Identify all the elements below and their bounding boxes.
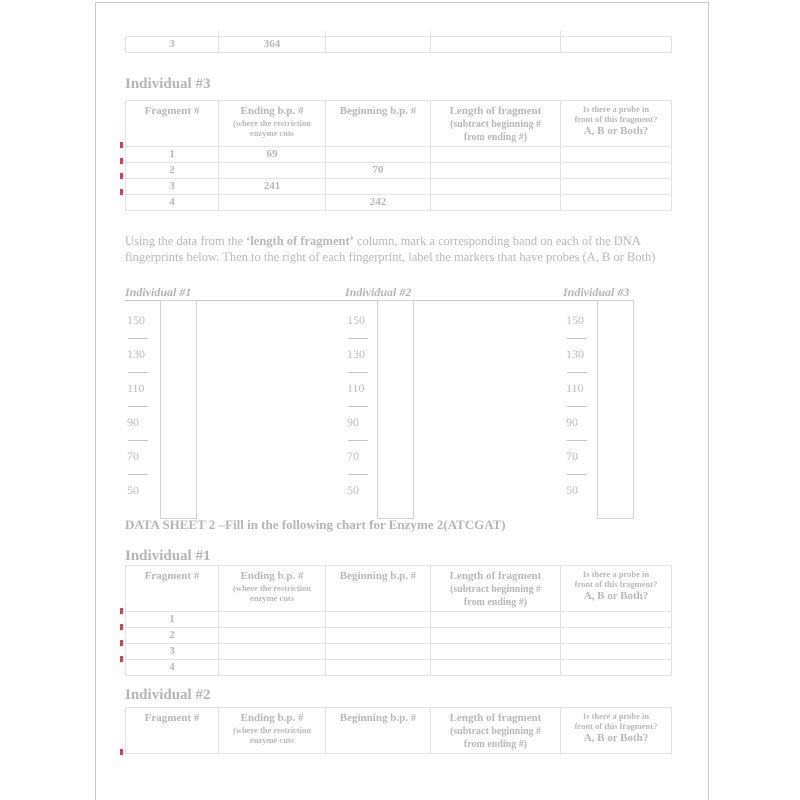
- section-heading-individual-2: Individual #2: [125, 687, 211, 703]
- revision-mark: [120, 608, 123, 614]
- partial-table: [125, 36, 672, 53]
- scale-tick-label: 50: [347, 483, 359, 497]
- table-row: [126, 195, 672, 211]
- scale-tick-label: 150: [566, 313, 584, 327]
- table-row: [126, 628, 672, 644]
- table-cell[interactable]: [561, 195, 672, 211]
- gel-lane-individual-2[interactable]: [377, 300, 414, 519]
- table-cell[interactable]: 242: [326, 195, 431, 211]
- scale-tick-mark: [567, 372, 587, 373]
- revision-mark: [120, 640, 123, 646]
- table-cell[interactable]: [561, 628, 672, 644]
- lane-label-individual-2: Individual #2: [345, 285, 412, 299]
- table-cell[interactable]: [561, 147, 672, 163]
- table-cell[interactable]: 3: [126, 37, 219, 53]
- scale-tick-label: 130: [347, 347, 365, 361]
- table-cell[interactable]: 4: [126, 195, 219, 211]
- table-cell[interactable]: [561, 163, 672, 179]
- column-header-fragment: Fragment #: [126, 708, 219, 754]
- table-cell[interactable]: [326, 179, 431, 195]
- table-cell[interactable]: [431, 195, 561, 211]
- table-cell[interactable]: [219, 628, 326, 644]
- table-cell[interactable]: 3: [126, 644, 219, 660]
- table-cell[interactable]: [561, 37, 672, 53]
- table-cell[interactable]: [326, 37, 431, 53]
- column-header-fragment: Fragment #: [126, 101, 219, 147]
- column-header-beginning: Beginning b.p. #: [326, 566, 431, 612]
- table-cell[interactable]: [219, 195, 326, 211]
- table-cell[interactable]: 241: [219, 179, 326, 195]
- ds2-individual-1-table: [125, 565, 672, 676]
- scale-tick-label: 70: [347, 449, 359, 463]
- datasheet-2-heading: DATA SHEET 2 –Fill in the following chart for Enzyme 2(ATCGAT): [125, 517, 506, 532]
- scale-tick-mark: [128, 406, 148, 407]
- revision-mark: [120, 189, 123, 195]
- table-cell[interactable]: [561, 179, 672, 195]
- table-row: [126, 612, 672, 628]
- section-heading-individual-1: Individual #1: [125, 548, 211, 564]
- table-cell[interactable]: [431, 612, 561, 628]
- scale-tick-label: 90: [347, 415, 359, 429]
- scale-tick-label: 110: [127, 381, 145, 395]
- gel-lane-individual-1[interactable]: [160, 300, 197, 519]
- scale-tick-label: 90: [127, 415, 139, 429]
- revision-mark: [120, 158, 123, 164]
- table-header-row: [126, 101, 672, 147]
- column-header-probe: Is there a probe in front of this fragment? A, B or Both?: [561, 566, 672, 612]
- column-header-length: Length of fragment (subtract beginning # from ending #): [431, 566, 561, 612]
- lane-label-individual-1: Individual #1: [125, 285, 192, 299]
- table-cell[interactable]: 3: [126, 179, 219, 195]
- table-cell[interactable]: [219, 163, 326, 179]
- table-cell[interactable]: 4: [126, 660, 219, 676]
- table-cell[interactable]: 2: [126, 628, 219, 644]
- scale-tick-mark: [567, 338, 587, 339]
- scale-tick-mark: [128, 372, 148, 373]
- instructions-text: column, mark a corresponding band on each of the DNA fingerprints below. Then to the right of each fingerprint, label the markers that have probes (A, B or Both): [125, 234, 656, 264]
- table-cell[interactable]: [431, 628, 561, 644]
- scale-tick-mark: [348, 338, 368, 339]
- table-cell[interactable]: [219, 612, 326, 628]
- scale-tick-label: 130: [127, 347, 145, 361]
- table-row: [126, 147, 672, 163]
- table-cell[interactable]: [326, 612, 431, 628]
- table-cell[interactable]: [219, 660, 326, 676]
- scale-tick-label: 150: [347, 313, 365, 327]
- scale-tick-mark: [348, 440, 368, 441]
- table-cell[interactable]: [326, 644, 431, 660]
- table-cell[interactable]: [431, 37, 561, 53]
- section-heading-individual-3: Individual #3: [125, 76, 211, 92]
- scale-tick-label: 110: [347, 381, 365, 395]
- revision-mark: [120, 624, 123, 630]
- lane-label-row: [125, 286, 631, 301]
- scale-tick-mark: [128, 440, 148, 441]
- table-row: [126, 660, 672, 676]
- scale-tick-mark: [348, 406, 368, 407]
- table-cell[interactable]: [326, 147, 431, 163]
- table-row: [126, 179, 672, 195]
- instructions-bold-text: ‘length of fragment’: [246, 234, 354, 248]
- scale-tick-label: 50: [127, 483, 139, 497]
- revision-mark: [120, 749, 123, 755]
- table-cell[interactable]: 70: [326, 163, 431, 179]
- column-header-length: Length of fragment (subtract beginning # from ending #): [431, 101, 561, 147]
- scale-tick-mark: [348, 372, 368, 373]
- table-cell[interactable]: [431, 179, 561, 195]
- table-cell[interactable]: [561, 612, 672, 628]
- column-header-length: Length of fragment (subtract beginning # from ending #): [431, 708, 561, 754]
- scale-tick-mark: [348, 474, 368, 475]
- scale-tick-label: 70: [127, 449, 139, 463]
- column-header-ending: Ending b.p. # (where the restriction enzyme cuts: [219, 101, 326, 147]
- scale-tick-label: 70: [566, 449, 578, 463]
- column-header-beginning: Beginning b.p. #: [326, 101, 431, 147]
- lane-label-individual-3: Individual #3: [563, 285, 630, 299]
- column-header-ending: Ending b.p. # (where the restriction enzyme cuts: [219, 708, 326, 754]
- table-cell[interactable]: [326, 660, 431, 676]
- revision-mark: [120, 173, 123, 179]
- table-cell[interactable]: 1: [126, 147, 219, 163]
- column-header-ending: Ending b.p. # (where the restriction enzyme cuts: [219, 566, 326, 612]
- column-header-beginning: Beginning b.p. #: [326, 708, 431, 754]
- instructions-text: Using the data from the: [125, 234, 247, 248]
- scale-tick-label: 130: [566, 347, 584, 361]
- scale-tick-mark: [567, 440, 587, 441]
- table-cell[interactable]: [561, 660, 672, 676]
- revision-mark: [120, 656, 123, 662]
- column-header-probe: Is there a probe in front of this fragment? A, B or Both?: [561, 101, 672, 147]
- table-cell[interactable]: [219, 644, 326, 660]
- table-header-row: [126, 566, 672, 612]
- table-row: [126, 163, 672, 179]
- table-cell[interactable]: 2: [126, 163, 219, 179]
- gel-lane-individual-3[interactable]: [597, 300, 634, 519]
- scale-tick-label: 50: [566, 483, 578, 497]
- table-header-row: [126, 708, 672, 754]
- scale-tick-mark: [128, 474, 148, 475]
- revision-mark: [120, 142, 123, 148]
- table-cell[interactable]: [431, 147, 561, 163]
- scale-tick-label: 90: [566, 415, 578, 429]
- table-row: [126, 37, 672, 53]
- scale-tick-label: 150: [127, 313, 145, 327]
- individual-3-table: [125, 100, 672, 211]
- table-cell[interactable]: 69: [219, 147, 326, 163]
- scale-tick-label: 110: [566, 381, 584, 395]
- table-cell[interactable]: [561, 644, 672, 660]
- table-cell[interactable]: 1: [126, 612, 219, 628]
- column-header-probe: Is there a probe in front of this fragment? A, B or Both?: [561, 708, 672, 754]
- column-header-fragment: Fragment #: [126, 566, 219, 612]
- table-cell[interactable]: [431, 163, 561, 179]
- scale-tick-mark: [567, 406, 587, 407]
- scale-tick-mark: [128, 338, 148, 339]
- table-cell[interactable]: [431, 644, 561, 660]
- scale-tick-mark: [567, 474, 587, 475]
- table-cell[interactable]: 364: [219, 37, 326, 53]
- table-cell[interactable]: [326, 628, 431, 644]
- table-cell[interactable]: [431, 660, 561, 676]
- ds2-individual-2-table: [125, 707, 672, 754]
- instructions-paragraph: [125, 233, 677, 265]
- table-row: [126, 644, 672, 660]
